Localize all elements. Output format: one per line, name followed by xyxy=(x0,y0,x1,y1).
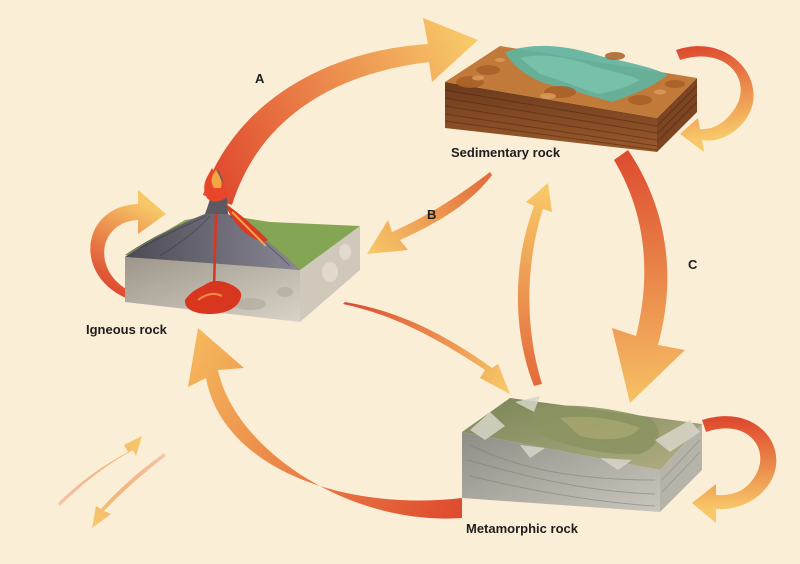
arrow-igneous-to-metamorphic xyxy=(343,302,510,394)
loop-arrow-metamorphic xyxy=(692,416,776,523)
arrow-metamorphic-to-igneous xyxy=(188,328,462,519)
arrow-a-label: A xyxy=(255,71,265,86)
igneous-rock-block xyxy=(125,168,360,322)
arrow-a-igneous-to-sedimentary xyxy=(203,18,478,205)
metamorphic-rock-block xyxy=(462,396,702,512)
legend-arrow-down xyxy=(92,453,166,528)
arrow-metamorphic-to-sedimentary xyxy=(518,183,552,386)
arrow-b-label: B xyxy=(427,207,437,222)
igneous-rock-label: Igneous rock xyxy=(86,322,167,337)
arrow-c-label: C xyxy=(688,257,698,272)
metamorphic-rock-label: Metamorphic rock xyxy=(466,521,578,536)
legend-arrow-up xyxy=(58,436,142,506)
sedimentary-rock-label: Sedimentary rock xyxy=(451,145,561,160)
arrow-c-sedimentary-to-metamorphic xyxy=(612,150,685,403)
sedimentary-rock-block xyxy=(445,46,697,152)
